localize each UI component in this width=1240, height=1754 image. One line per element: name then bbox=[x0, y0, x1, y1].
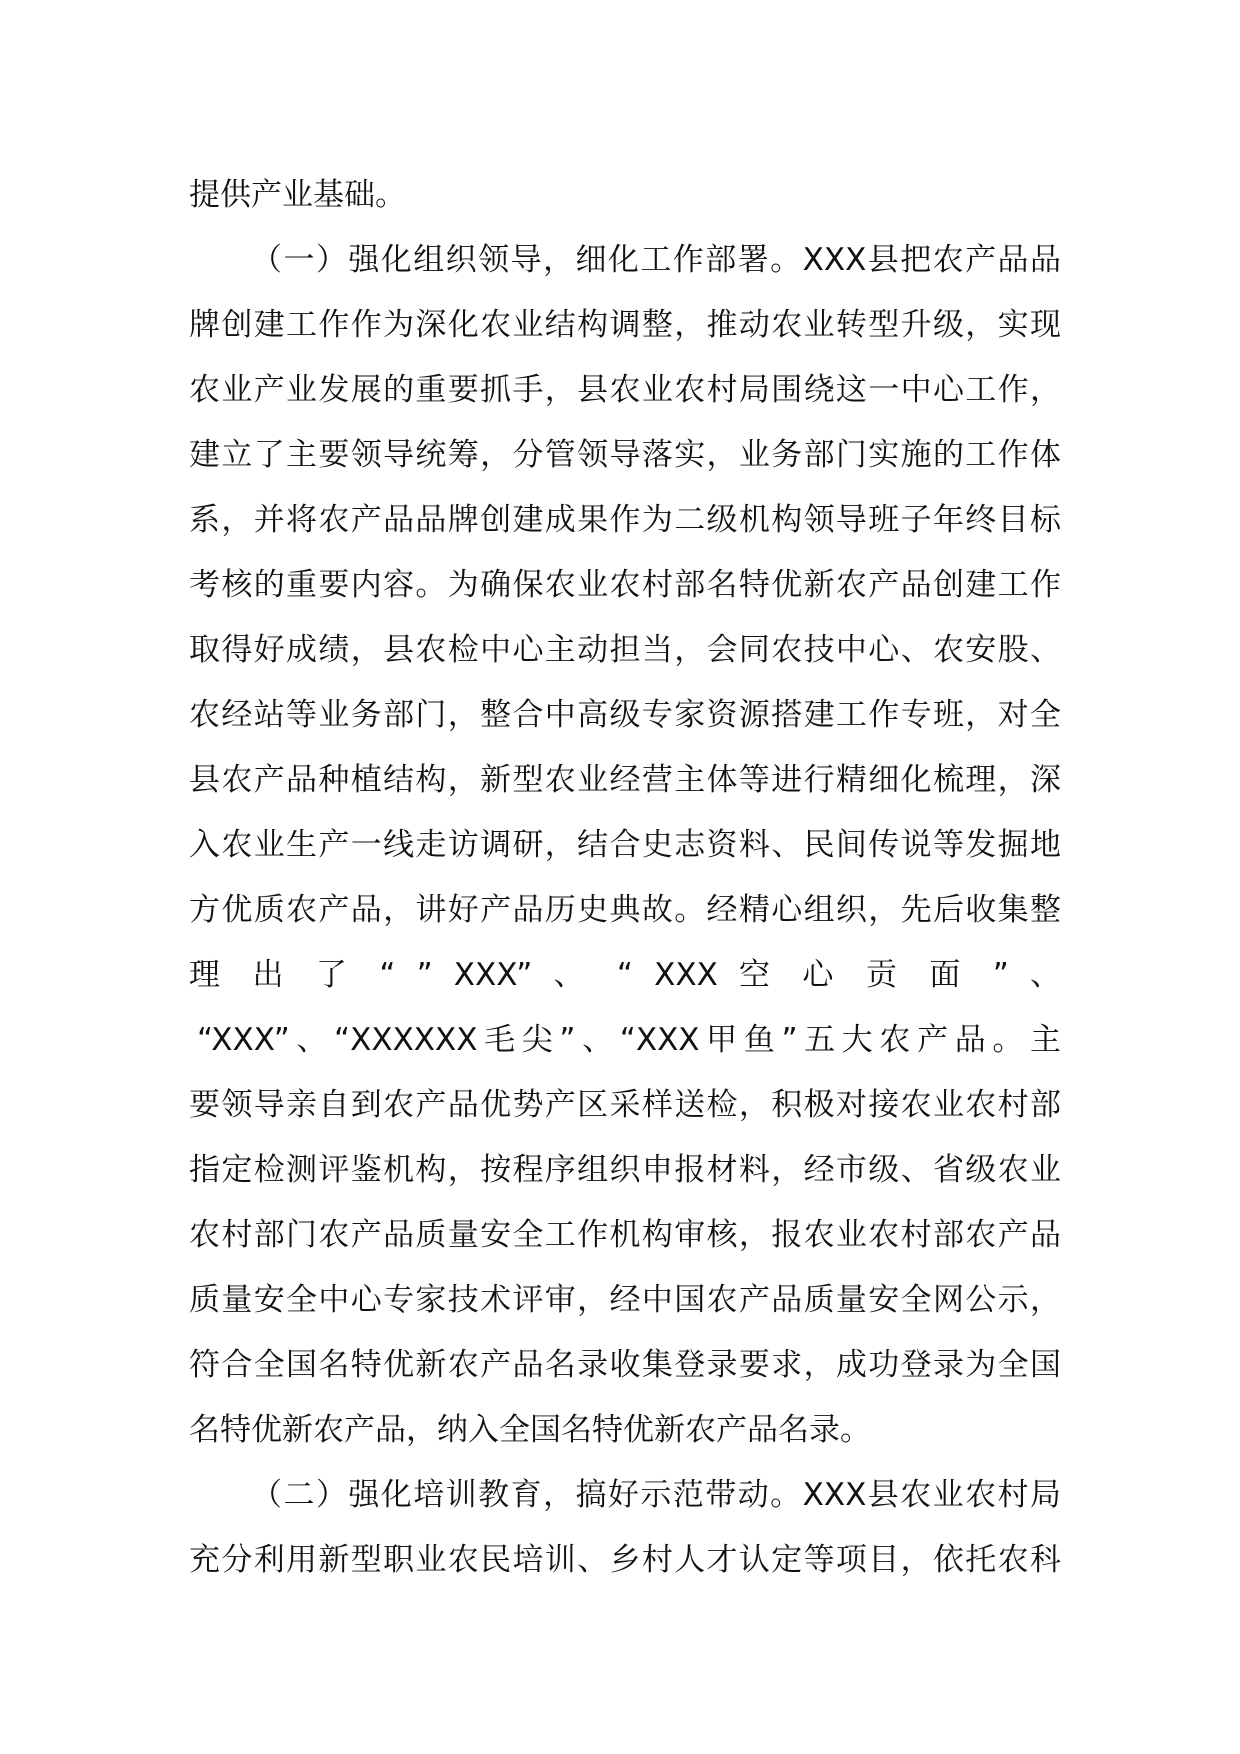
text-line-7: 考核的重要内容。为确保农业农村部名特优新农产品创建工作 bbox=[189, 567, 1061, 603]
text-line-11: 入农业生产一线走访调研，结合史志资料、民间传说等发掘地 bbox=[189, 827, 1061, 863]
text-line-1: 提供产业基础。 bbox=[189, 177, 406, 213]
body-text bbox=[189, 163, 1061, 1593]
text-line-13: 理 出 了 “ ” XXX” 、 “ XXX 空 心 贡 面 ” 、 bbox=[189, 957, 1061, 993]
text-line-18: 质量安全中心专家技术评审，经中国农产品质量安全网公示， bbox=[189, 1282, 1061, 1318]
text-line-6: 系，并将农产品品牌创建成果作为二级机构领导班子年终目标 bbox=[189, 502, 1061, 538]
text-line-21: （二）强化培训教育，搞好示范带动。XXX县农业农村局 bbox=[251, 1477, 1061, 1513]
text-line-4: 农业产业发展的重要抓手，县农业农村局围绕这一中心工作， bbox=[189, 372, 1061, 408]
text-line-8: 取得好成绩，县农检中心主动担当，会同农技中心、农安股、 bbox=[189, 632, 1061, 668]
text-line-3: 牌创建工作作为深化农业结构调整，推动农业转型升级，实现 bbox=[189, 307, 1061, 343]
text-line-17: 农村部门农产品质量安全工作机构审核，报农业农村部农产品 bbox=[189, 1217, 1061, 1253]
text-line-16: 指定检测评鉴机构，按程序组织申报材料，经市级、省级农业 bbox=[189, 1152, 1061, 1188]
text-line-14: “XXX”、“XXXXXX毛尖”、“XXX甲鱼”五大农产品。主 bbox=[197, 1022, 1061, 1058]
text-line-20: 名特优新农产品，纳入全国名特优新农产品名录。 bbox=[189, 1412, 871, 1448]
text-line-19: 符合全国名特优新农产品名录收集登录要求，成功登录为全国 bbox=[189, 1347, 1061, 1383]
text-line-10: 县农产品种植结构，新型农业经营主体等进行精细化梳理，深 bbox=[189, 762, 1061, 798]
text-line-12: 方优质农产品，讲好产品历史典故。经精心组织，先后收集整 bbox=[189, 892, 1061, 928]
text-line-22: 充分利用新型职业农民培训、乡村人才认定等项目，依托农科 bbox=[189, 1542, 1061, 1578]
text-line-9: 农经站等业务部门，整合中高级专家资源搭建工作专班，对全 bbox=[189, 697, 1061, 733]
text-line-2: （一）强化组织领导，细化工作部署。XXX县把农产品品 bbox=[251, 242, 1061, 278]
text-line-5: 建立了主要领导统筹，分管领导落实，业务部门实施的工作体 bbox=[189, 437, 1061, 473]
text-line-15: 要领导亲自到农产品优势产区采样送检，积极对接农业农村部 bbox=[189, 1087, 1061, 1123]
